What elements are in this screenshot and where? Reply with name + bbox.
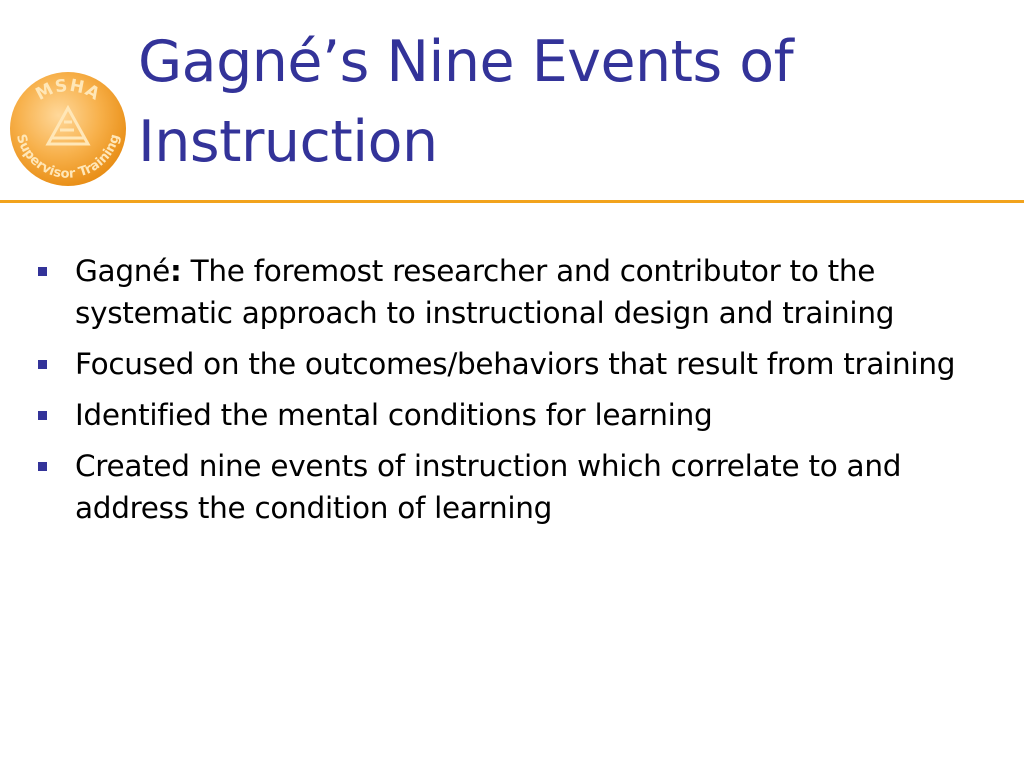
square-bullet-icon <box>38 411 47 420</box>
bullet-item <box>38 394 998 436</box>
bullet-lead: Gagné <box>75 254 171 288</box>
bullet-item <box>38 445 998 529</box>
square-bullet-icon <box>38 360 47 369</box>
bullet-text: Identified the mental conditions for learning <box>75 398 713 432</box>
slide-title-line-1: Gagné’s Nine Events of <box>138 29 794 95</box>
logo-bottom-text: Supervisor Training <box>12 132 124 182</box>
bullet-colon: : <box>170 254 182 288</box>
slide-title-line-2: Instruction <box>138 109 438 175</box>
logo-top-text: MSHA <box>32 75 104 105</box>
square-bullet-icon <box>38 462 47 471</box>
title-divider <box>0 200 1024 203</box>
msha-logo <box>8 70 128 188</box>
slide-title <box>138 22 998 182</box>
bullet-text: Focused on the outcomes/behaviors that result from training <box>75 347 956 381</box>
bullet-text: The foremost researcher and contributor to the systematic approach to instructional design and training <box>75 254 895 330</box>
bullet-list <box>38 250 998 538</box>
bullet-item <box>38 250 998 334</box>
square-bullet-icon <box>38 267 47 276</box>
bullet-item <box>38 343 998 385</box>
bullet-text: Created nine events of instruction which correlate to and address the condition of learning <box>75 449 902 525</box>
